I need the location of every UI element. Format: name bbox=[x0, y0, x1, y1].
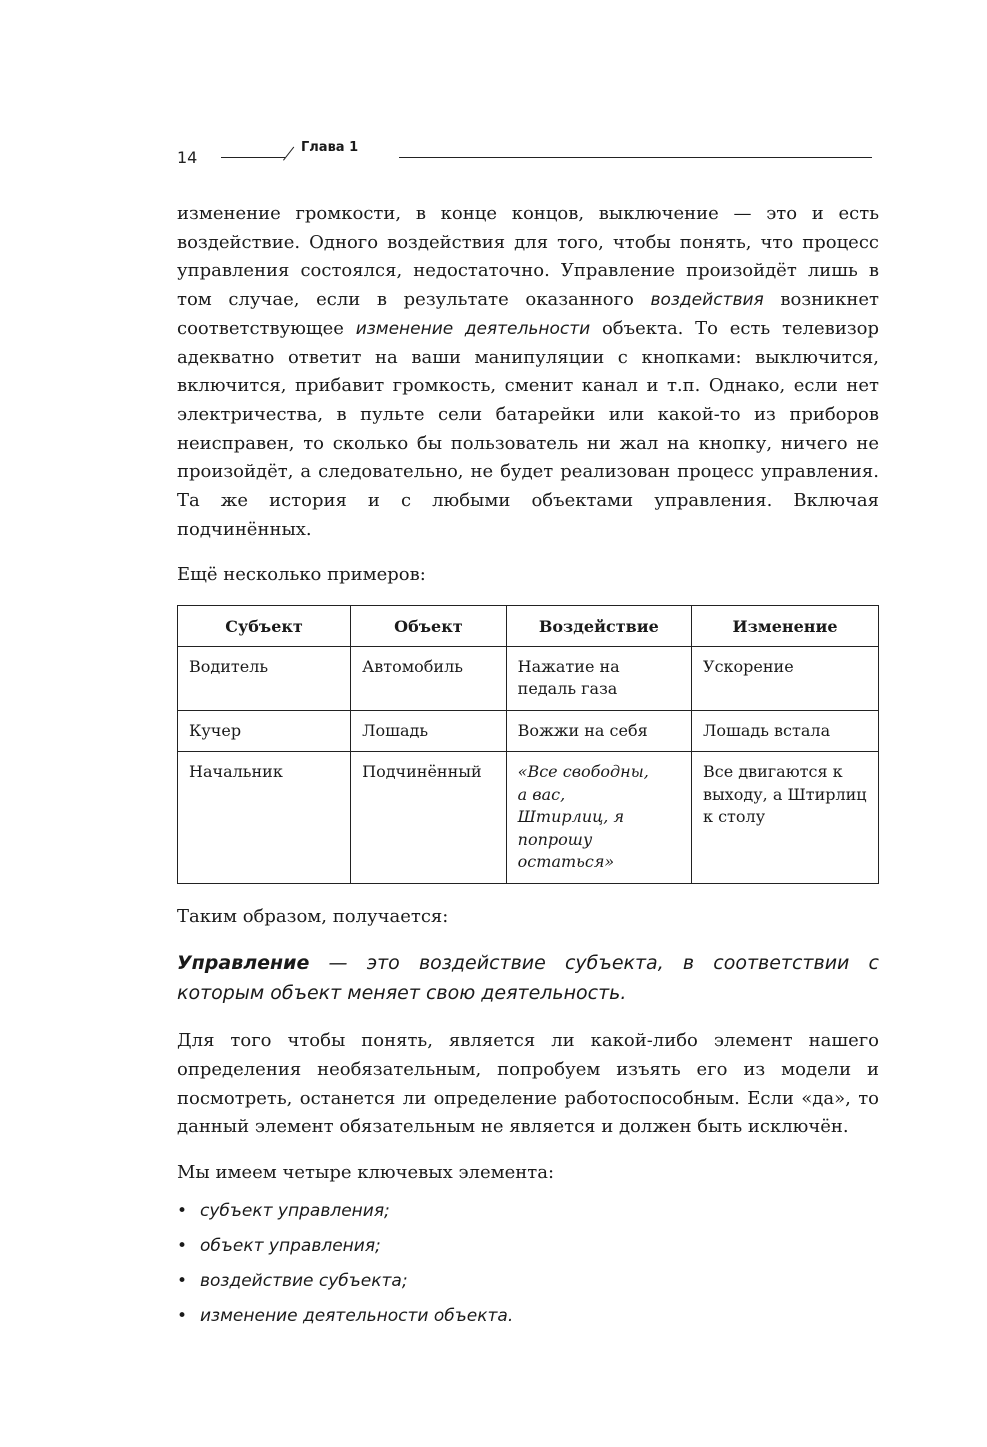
header-slash bbox=[283, 147, 295, 162]
list-item-text: воздействие субъекта; bbox=[200, 1270, 408, 1291]
bullet-icon: • bbox=[177, 1305, 188, 1326]
table-cell: Лошадь bbox=[351, 710, 507, 752]
list-item bbox=[177, 1299, 879, 1334]
bullet-icon: • bbox=[177, 1235, 188, 1256]
four-elements-intro: Мы имеем четыре ключевых элемента: bbox=[177, 1162, 555, 1184]
table-cell: Кучер bbox=[178, 710, 351, 752]
list-item bbox=[177, 1264, 879, 1299]
list-item bbox=[177, 1194, 879, 1229]
list-item-text: субъект управления; bbox=[200, 1200, 390, 1221]
table-cell-text: «Все свободны, а вас, Штирлиц, я попрошу остаться» bbox=[517, 762, 649, 872]
bullet-icon: • bbox=[177, 1200, 188, 1221]
table-cell: Лошадь встала bbox=[692, 710, 879, 752]
page-header bbox=[177, 138, 879, 168]
paragraph-2: Для того чтобы понять, является ли какой-либо элемент нашего определения необязательным, попробуем изъять его из модели и посмотреть, останется ли определение работоспособным. Если «да», то данный элемент обязательным не является и должен быть исключён. bbox=[177, 1030, 879, 1138]
paragraph-1-text-a: изменение громкости, в конце концов, выключение — это и есть воздействие. Одного воздействия для того, чтобы понять, что процесс управления состоялся, недостаточно. Управление произойдёт лишь в том случае, если в результате оказанного bbox=[177, 203, 879, 311]
table-header-row bbox=[178, 606, 879, 647]
table-row bbox=[178, 710, 879, 752]
list-item-text: изменение деятельности объекта. bbox=[200, 1305, 514, 1326]
table-cell-text: Все двигаются к выходу, а Штирлиц к столу bbox=[703, 762, 867, 827]
emphasis-activity-change: изменение деятельности bbox=[355, 318, 591, 339]
paragraph-1 bbox=[177, 200, 879, 544]
elements-list bbox=[177, 1194, 879, 1334]
examples-table bbox=[177, 605, 879, 884]
definition bbox=[177, 948, 879, 1008]
header-impact: Воздействие bbox=[506, 606, 691, 647]
header-subject: Субъект bbox=[178, 606, 351, 647]
definition-text: — это воздействие субъекта, в соответствии с которым объект меняет свою деятельность. bbox=[177, 952, 879, 1005]
table-cell: Автомобиль bbox=[351, 646, 507, 710]
page-number: 14 bbox=[177, 148, 198, 167]
examples-intro: Ещё несколько примеров: bbox=[177, 564, 426, 586]
header-change: Изменение bbox=[692, 606, 879, 647]
table-row bbox=[178, 752, 879, 884]
table-cell-text: Нажатие на педаль газа bbox=[517, 656, 620, 699]
table-cell bbox=[506, 646, 691, 710]
bullet-icon: • bbox=[177, 1270, 188, 1291]
table-cell: Начальник bbox=[178, 752, 351, 884]
thus-line: Таким образом, получается: bbox=[177, 905, 449, 927]
header-object: Объект bbox=[351, 606, 507, 647]
list-item bbox=[177, 1229, 879, 1264]
emphasis-impact: воздействия bbox=[650, 290, 764, 311]
table-cell: Вожжи на себя bbox=[506, 710, 691, 752]
header-rule-left bbox=[221, 157, 285, 158]
table-cell bbox=[692, 752, 879, 884]
paragraph-1-text-c: объекта. То есть телевизор адекватно ответит на ваши манипуляции с кнопками: выключится, включится, прибавит громкость, сменит канал и т.п. Однако, если нет электричества, в пульте сели батарейки или какой-то из приборов неисправен, то сколько бы пользователь ни жал на кнопку, ничего не произойдёт, а следовательно, не будет реализован процесс управления. Та же история и с любыми объектами управления. Включая подчинённых. bbox=[177, 317, 879, 540]
table-cell: Подчинённый bbox=[351, 752, 507, 884]
header-rule-right bbox=[399, 157, 872, 158]
page-body bbox=[177, 200, 879, 1334]
list-item-text: объект управления; bbox=[200, 1235, 381, 1256]
paragraph-1-text-b: возникнет соответствующее bbox=[177, 289, 879, 339]
table-cell bbox=[506, 752, 691, 884]
table-cell: Водитель bbox=[178, 646, 351, 710]
table-row bbox=[178, 646, 879, 710]
table-cell: Ускорение bbox=[692, 646, 879, 710]
chapter-title: Глава 1 bbox=[301, 140, 359, 155]
definition-term: Управление bbox=[177, 952, 310, 975]
